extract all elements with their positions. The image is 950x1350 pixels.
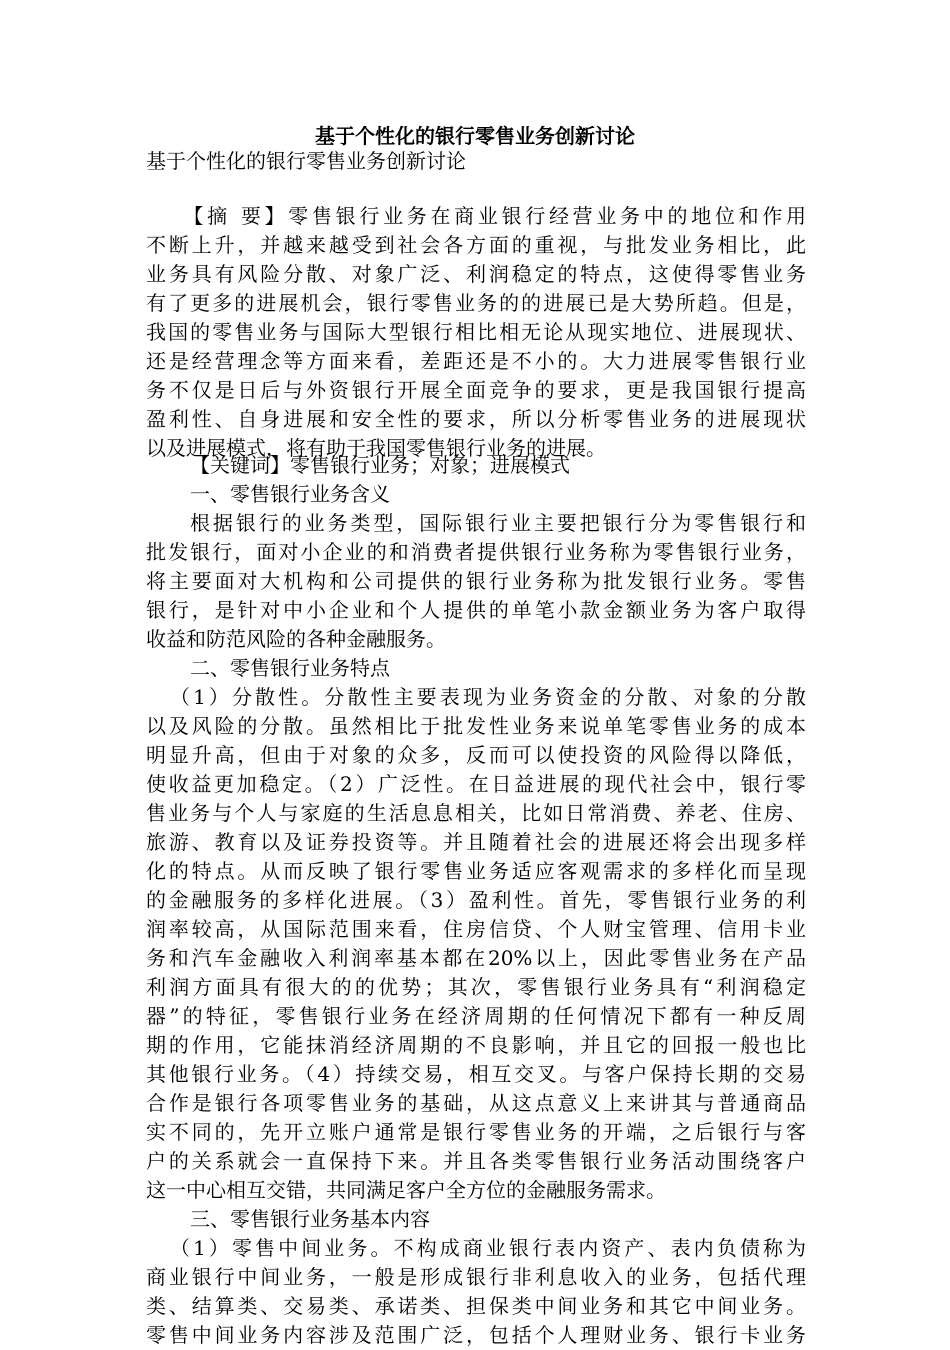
section-heading: 一、零售银行业务含义 [190,482,390,506]
abstract-line: 业务具有风险分散、对象广泛、利润稳定的特点，这使得零售业务 [146,262,806,286]
body-line: 务和汽车金融收入利润率基本都在20%以上，因此零售业务在产品 [146,946,806,970]
section-heading: 二、零售银行业务特点 [190,656,390,680]
body-line: 旅游、教育以及证券投资等。并且随着社会的进展还将会出现多样 [146,830,806,854]
body-line: 实不同的，先开立账户通常是银行零售业务的开端，之后银行与客 [146,1120,806,1144]
body-line: 的金融服务的多样化进展。（3）盈利性。首先，零售银行业务的利 [146,888,806,912]
body-line: 银行，是针对中小企业和个人提供的单笔小款金额业务为客户取得 [146,598,806,622]
body-line: 明显升高，但由于对象的众多，反而可以使投资的风险得以降低， [146,743,806,767]
body-line: （1）分散性。分散性主要表现为业务资金的分散、对象的分散 [170,685,806,709]
body-line: 根据银行的业务类型，国际银行业主要把银行分为零售银行和 [190,511,806,535]
body-line: 将主要面对大机构和公司提供的银行业务称为批发银行业务。零售 [146,569,806,593]
document-title: 基于个性化的银行零售业务创新讨论 [315,124,635,148]
abstract-line: 以及进展模式，将有助于我国零售银行业务的进展。 [146,436,606,460]
body-line: 器”的特征，零售银行业务在经济周期的任何情况下都有一种反周 [146,1004,806,1028]
body-line: 零售中间业务内容涉及范围广泛，包括个人理财业务、银行卡业务 [146,1323,806,1347]
body-line: 批发银行，面对小企业的和消费者提供银行业务称为零售银行业务， [146,540,806,564]
body-line: 收益和防范风险的各种金融服务。 [146,627,446,651]
body-line: 化的特点。从而反映了银行零售业务适应客观需求的多样化而呈现 [146,859,806,883]
body-line: 以及风险的分散。虽然相比于批发性业务来说单笔零售业务的成本 [146,714,806,738]
body-line: 户的关系就会一直保持下来。并且各类零售银行业务活动围绕客户 [146,1149,806,1173]
document-subtitle: 基于个性化的银行零售业务创新讨论 [146,149,466,173]
body-line: 类、结算类、交易类、承诺类、担保类中间业务和其它中间业务。 [146,1294,806,1318]
abstract-line: 务不仅是日后与外资银行开展全面竞争的要求，更是我国银行提高 [146,378,806,402]
keywords-line: 【关键词】零售银行业务；对象；进展模式 [190,453,570,477]
body-line: （1）零售中间业务。不构成商业银行表内资产、表内负债称为 [170,1236,806,1260]
body-line: 售业务与个人与家庭的生活息息相关，比如日常消费、养老、住房、 [146,801,806,825]
body-line: 润率较高，从国际范围来看，住房信贷、个人财宝管理、信用卡业 [146,917,806,941]
body-line: 合作是银行各项零售业务的基础，从这点意义上来讲其与普通商品 [146,1091,806,1115]
abstract-line: 还是经营理念等方面来看，差距还是不小的。大力进展零售银行业 [146,349,806,373]
body-line: 利润方面具有很大的的优势；其次，零售银行业务具有“利润稳定 [146,975,806,999]
section-heading: 三、零售银行业务基本内容 [190,1207,430,1231]
abstract-line: 不断上升，并越来越受到社会各方面的重视，与批发业务相比，此 [146,233,806,257]
abstract-line: 我国的零售业务与国际大型银行相比相无论从现实地位、进展现状、 [146,320,806,344]
body-line: 这一中心相互交错，共同满足客户全方位的金融服务需求。 [146,1178,666,1202]
body-line: 期的作用，它能抹消经济周期的不良影响，并且它的回报一般也比 [146,1033,806,1057]
abstract-line: 【摘 要】零售银行业务在商业银行经营业务中的地位和作用 [146,204,806,228]
body-line: 使收益更加稳定。（2）广泛性。在日益进展的现代社会中，银行零 [146,772,806,796]
body-line: 其他银行业务。（4）持续交易，相互交叉。与客户保持长期的交易 [146,1062,806,1086]
body-line: 商业银行中间业务，一般是形成银行非利息收入的业务，包括代理 [146,1265,806,1289]
abstract-line: 有了更多的进展机会，银行零售业务的的进展已是大势所趋。但是， [146,291,806,315]
abstract-line: 盈利性、自身进展和安全性的要求，所以分析零售业务的进展现状 [146,407,806,431]
